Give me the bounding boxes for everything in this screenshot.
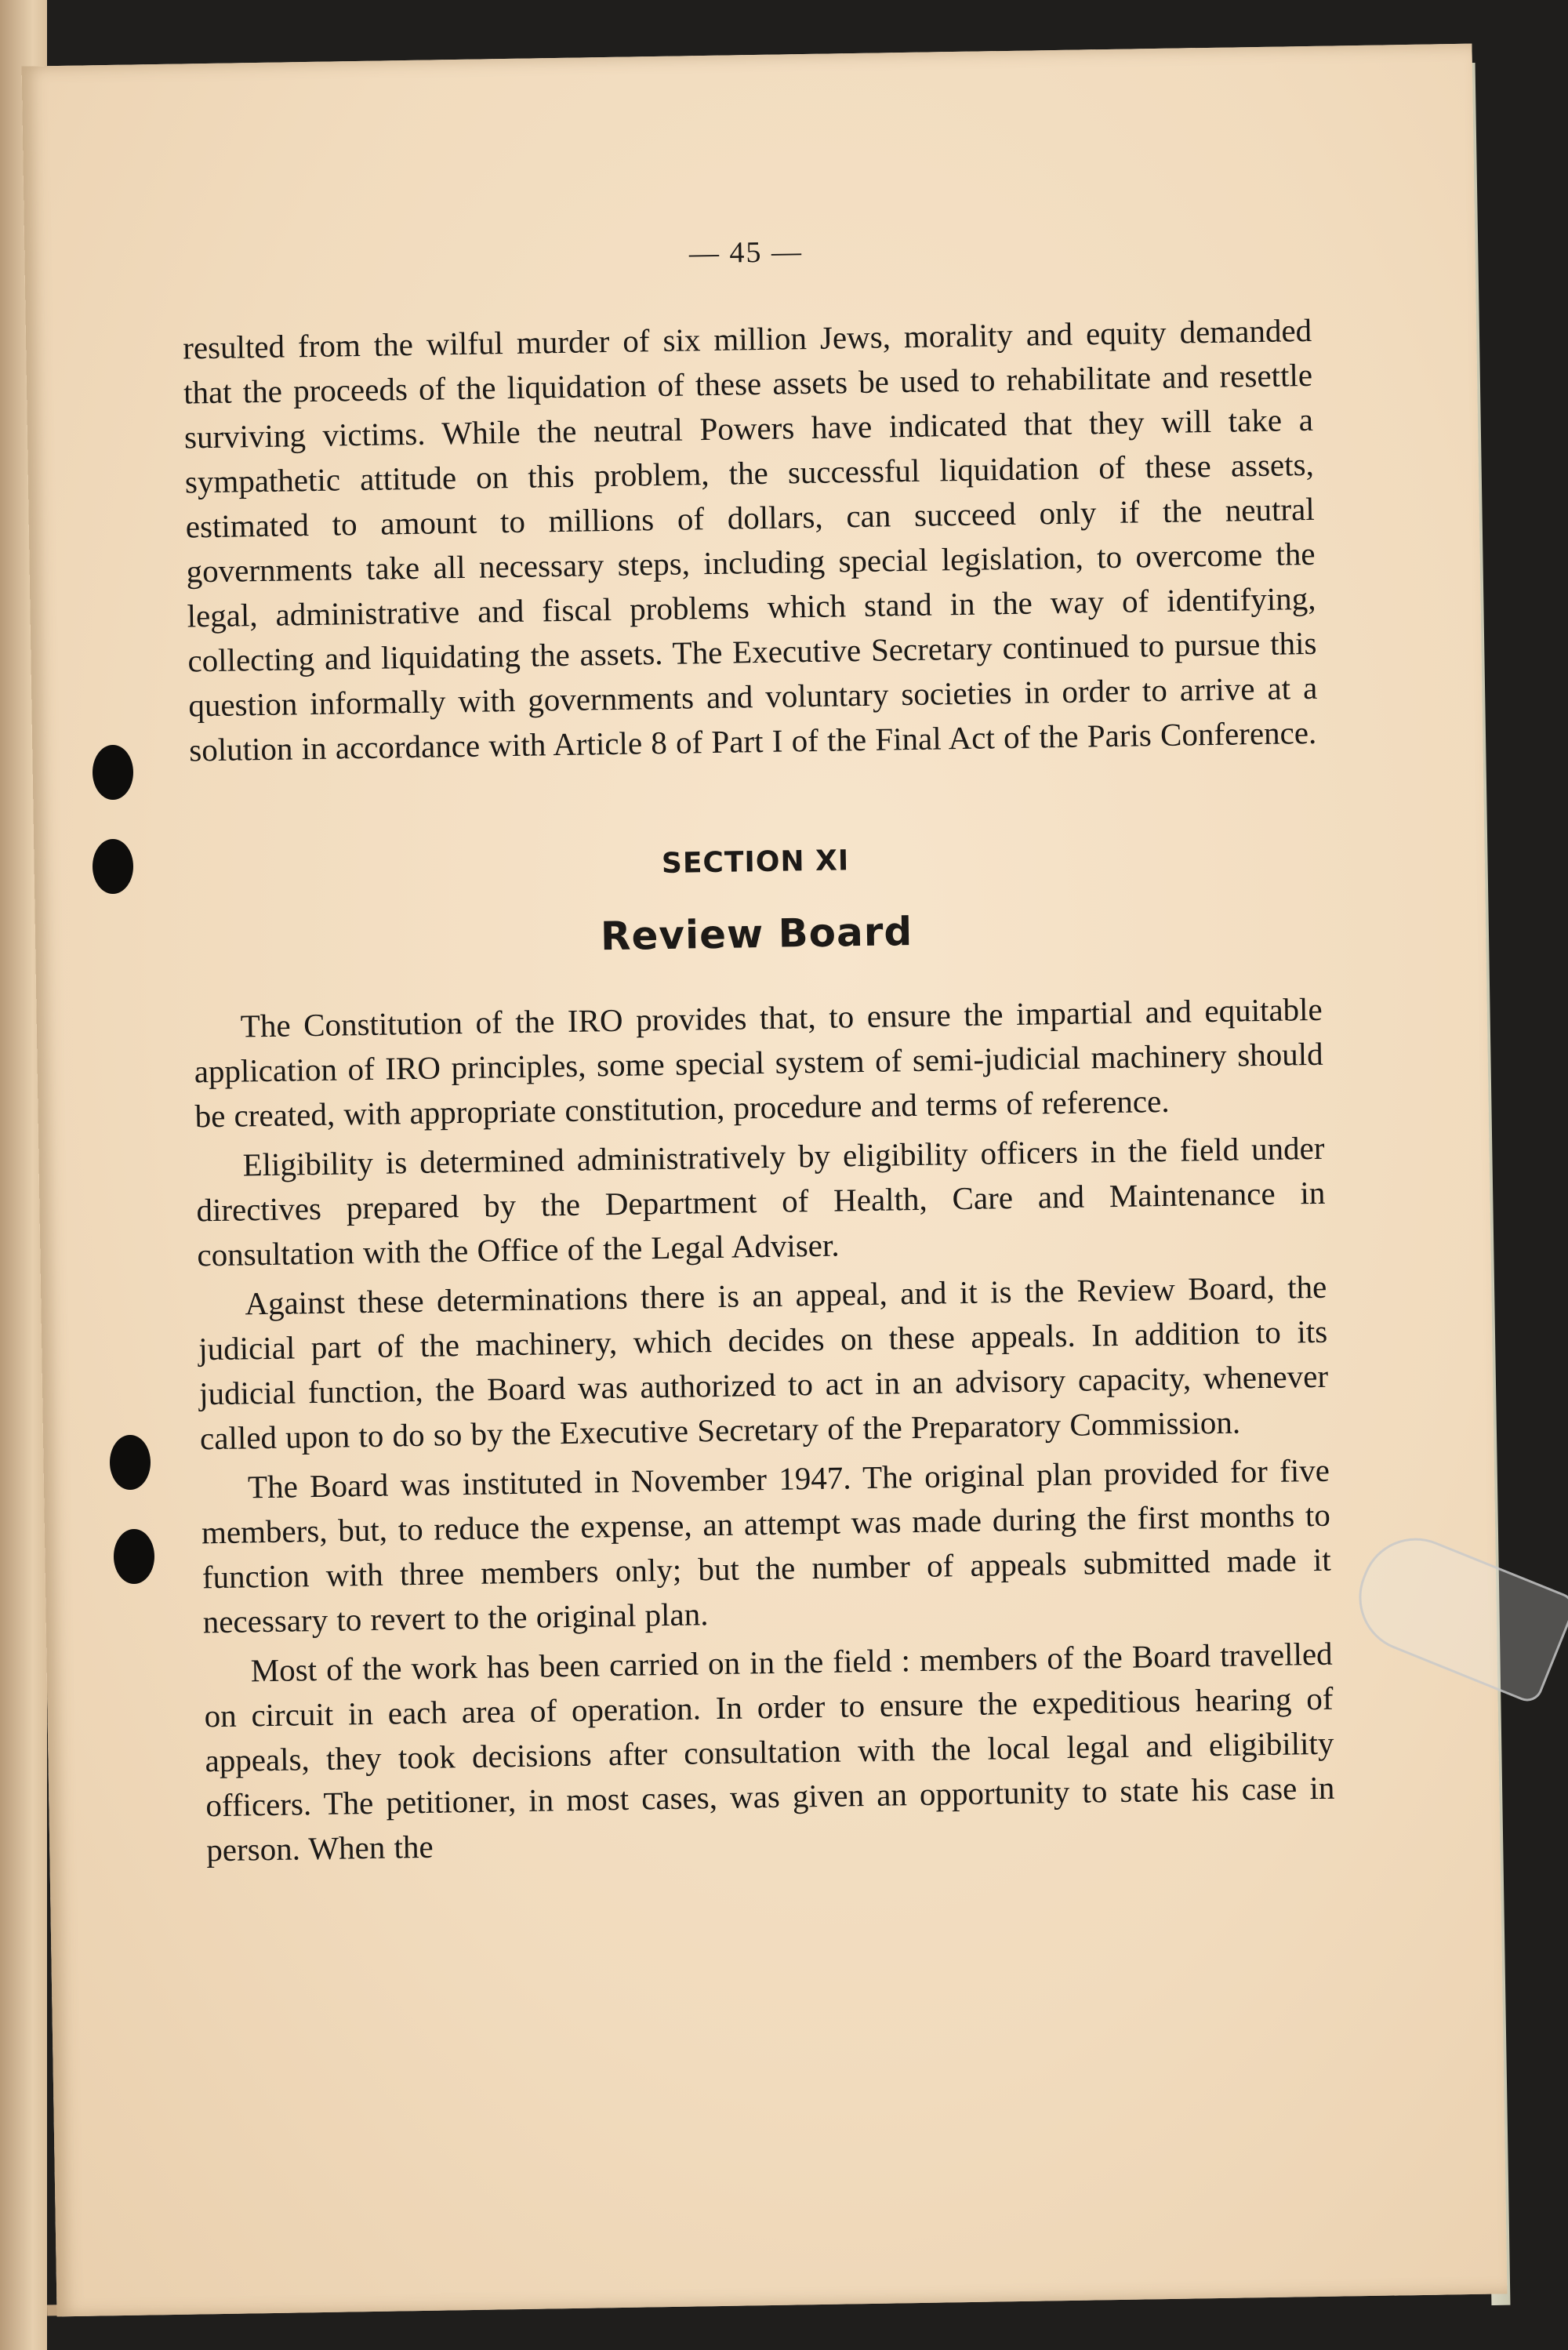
paragraph-board-instituted: The Board was instituted in November 1947. The original plan provided for five members, but, to reduce the expense, an attempt was made during the first months to function with three members only; but the number of appeals submitted made it necessary to revert to the original plan. [201, 1451, 1332, 1640]
section-title: Review Board [600, 908, 913, 960]
section-label: SECTION XI [661, 844, 850, 881]
binder-hole-1 [93, 745, 133, 800]
binder-hole-2 [93, 839, 133, 894]
intro-paragraph: resulted from the wilful murder of six million Jews, morality and equity demanded that the proceeds of the liquidation of these assets be used to rehabilitate and resettle surviving victims. While the neutral Powers have indicated that they will take a sympathetic attitude on this problem, the successful liquidation of these assets, estimated to amount to millions of dollars, can succeed only if the neutral governments take all necessary steps, including special legislation, to overcome the legal, administrative and fiscal problems which stand in the way of identifying, collecting and liquidating the assets. The Executive Secretary continued to pursue this question informally with governments and voluntary societies in order to arrive at a solution in accordance with Article 8 of Part I of the Final Act of the Paris Conference. [182, 311, 1318, 768]
paragraph-eligibility: Eligibility is determined administratively by eligibility officers in the field under directives prepared by the Department of Health, Care and Maintenance in consultation with the Office of the Legal Adviser. [196, 1129, 1326, 1273]
page-number: — 45 — [688, 235, 804, 271]
binder-hole-3 [110, 1435, 151, 1490]
paragraph-field-work: Most of the work has been carried on in the field : members of the Board travelled on circuit in each area of operation. In order to ensure the expeditious hearing of appeals, they took decisions after consultation with the local legal and eligibility officers. The petitioner, in most cases, was given an opportunity to state his case in person. When the [204, 1635, 1335, 1869]
page [22, 44, 1508, 2317]
page-content [180, 172, 1336, 1872]
paragraph-constitution: The Constitution of the IRO provides that, to ensure the impartial and equitable application of IRO principles, some special system of semi-judicial machinery should be created, with appropriate constitution, procedure and terms of reference. [194, 990, 1323, 1135]
binder-hole-4 [114, 1529, 154, 1584]
paragraph-appeals: Against these determinations there is an appeal, and it is the Review Board, the judicial part of the machinery, which decides on these appeals. In addition to its judicial function, the Board was authorized to act in an advisory capacity, whenever called upon to do so by the Executive Secretary of the Preparatory Commission. [198, 1268, 1329, 1457]
